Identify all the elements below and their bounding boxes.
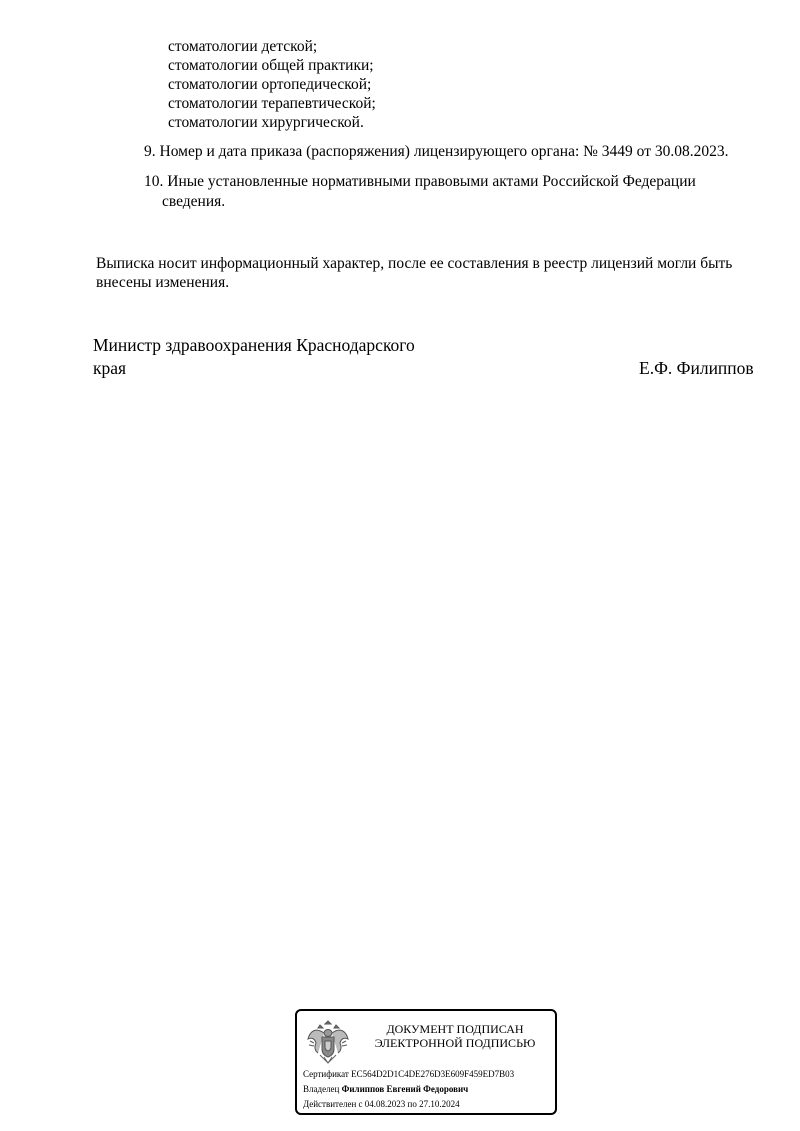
- order-number-item: 9. Номер и дата приказа (распоряжения) лицензирующего органа: № 3449 от 30.08.2023.: [144, 143, 729, 160]
- stamp-header-continuation: ЭЛЕКТРОННОЙ ПОДПИСЬЮ: [374, 1036, 536, 1050]
- signer-name: Е.Ф. Филиппов: [639, 358, 754, 378]
- owner-line: [303, 1084, 468, 1095]
- owner-name: Филиппов Евгений Федорович: [341, 1084, 469, 1094]
- stamp-header: ДОКУМЕНТ ПОДПИСАН: [386, 1022, 524, 1036]
- electronic-signature-stamp: [295, 1009, 557, 1115]
- other-info-item: 10. Иные установленные нормативными правовыми актами Российской Федерации: [144, 173, 696, 190]
- certificate-number: EC564D2D1C4DE276D3E609F459ED7B03: [351, 1069, 515, 1079]
- specialty-item: стоматологии терапевтической;: [168, 95, 376, 112]
- signer-title-continuation: края: [93, 358, 127, 378]
- certificate-line: [303, 1069, 514, 1080]
- russian-coat-of-arms-icon: [306, 1017, 350, 1067]
- specialty-item: стоматологии ортопедической;: [168, 76, 372, 93]
- other-info-item-continuation: сведения.: [162, 193, 226, 210]
- owner-label: Владелец: [303, 1084, 340, 1094]
- specialty-item: стоматологии общей практики;: [168, 57, 374, 74]
- signer-title: Министр здравоохранения Краснодарского: [93, 335, 415, 355]
- specialty-item: стоматологии детской;: [168, 38, 318, 55]
- disclaimer-note: Выписка носит информационный характер, после ее составления в реестр лицензий могли быть: [96, 255, 733, 272]
- disclaimer-note-continuation: внесены изменения.: [96, 274, 230, 291]
- certificate-label: Сертификат: [303, 1069, 349, 1079]
- specialty-item: стоматологии хирургической.: [168, 114, 364, 131]
- validity-period: Действителен с 04.08.2023 по 27.10.2024: [303, 1099, 460, 1109]
